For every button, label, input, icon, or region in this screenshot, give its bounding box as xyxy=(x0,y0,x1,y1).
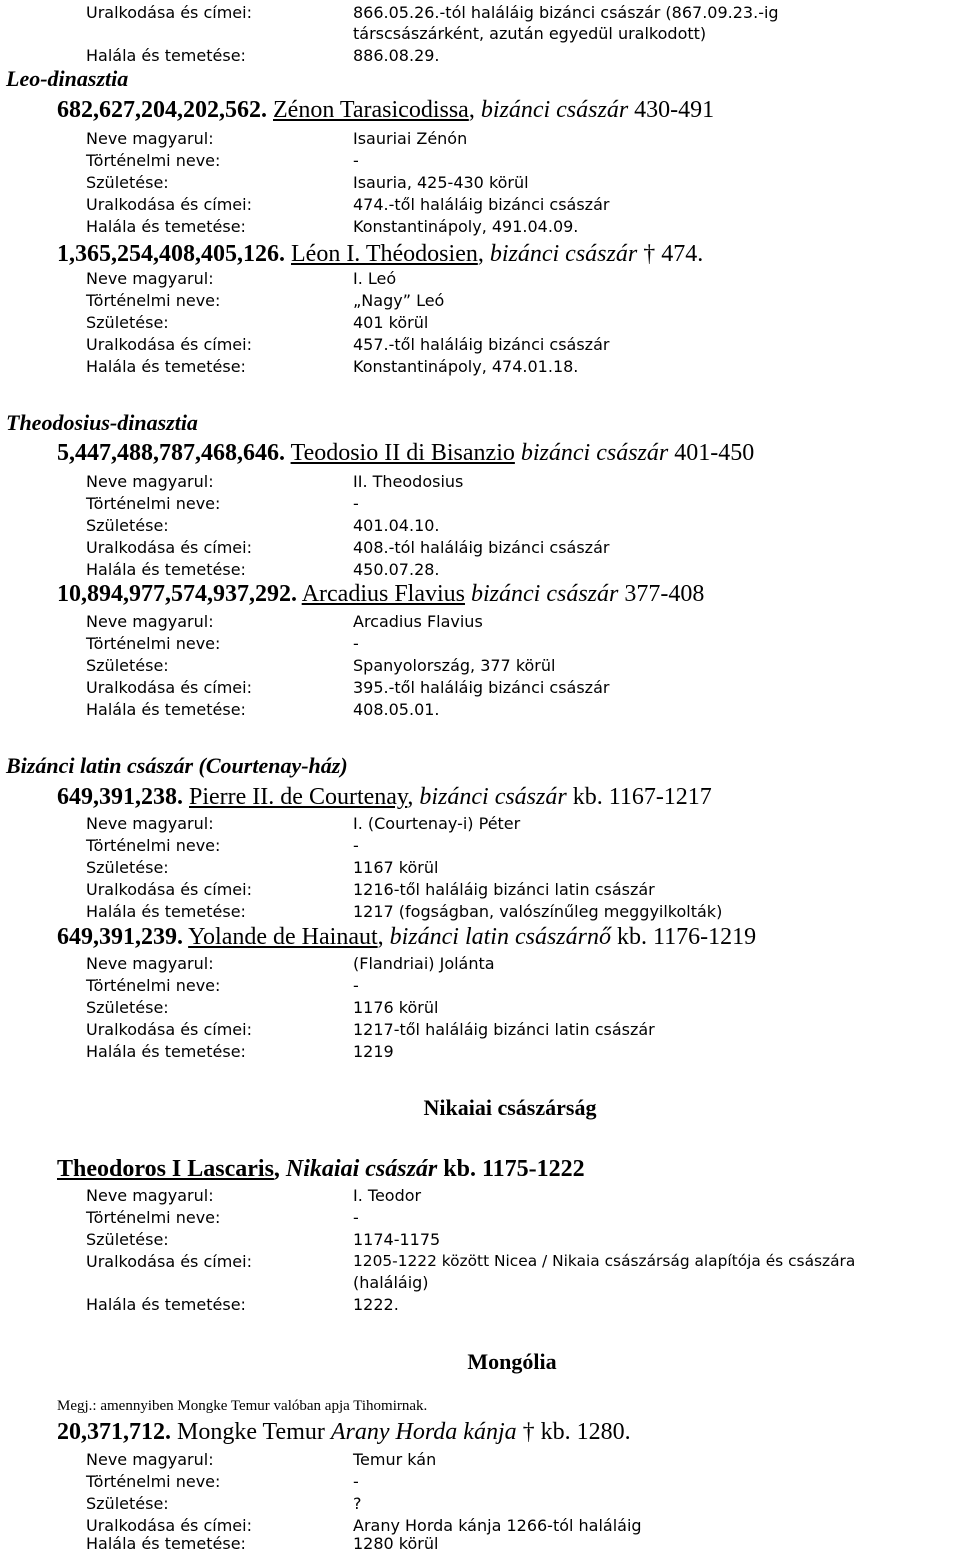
field-value-name: II. Theodosius xyxy=(353,472,464,491)
person-dates: 377-408 xyxy=(624,581,705,607)
field-label-name: Neve magyarul: xyxy=(86,612,214,631)
person-separator: , xyxy=(377,924,384,950)
field-value-reign: 1216-től haláláig bizánci latin császár xyxy=(353,880,655,899)
field-value-hist: - xyxy=(353,1208,359,1227)
field-label-reign: Uralkodása és címei: xyxy=(86,3,252,22)
field-value-hist: - xyxy=(353,634,359,653)
section-heading-theodosius: Theodosius-dinasztia xyxy=(6,410,198,435)
field-value-name: I. Leó xyxy=(353,269,397,288)
person-title: bizánci császár xyxy=(471,581,619,607)
field-value-death: 1219 xyxy=(353,1042,394,1061)
person-heading-theodoros xyxy=(57,1155,585,1183)
field-value-birth: 401 körül xyxy=(353,313,429,332)
field-value-hist: - xyxy=(353,151,359,170)
field-value-name: (Flandriai) Jolánta xyxy=(353,954,495,973)
person-name-link[interactable]: Yolande de Hainaut xyxy=(188,924,378,950)
field-value-reign: 474.-től haláláig bizánci császár xyxy=(353,195,610,214)
field-label-birth: Születése: xyxy=(86,173,169,192)
section-heading-nikaia: Nikaiai császárság xyxy=(423,1095,597,1120)
field-label-birth: Születése: xyxy=(86,998,169,1017)
field-label-name: Neve magyarul: xyxy=(86,269,214,288)
person-name-link[interactable]: Teodosio II di Bisanzio xyxy=(290,440,515,466)
person-number: 649,391,238. xyxy=(57,784,183,810)
person-dates: 430-491 xyxy=(634,97,715,123)
field-value-birth: Spanyolország, 377 körül xyxy=(353,656,556,675)
field-label-birth: Születése: xyxy=(86,1494,169,1513)
person-name-link[interactable]: Pierre II. de Courtenay xyxy=(189,784,408,810)
section-heading-latin: Bizánci latin császár (Courtenay-ház) xyxy=(6,753,348,778)
section-heading-leo: Leo-dinasztia xyxy=(6,66,129,91)
field-value-death: 408.05.01. xyxy=(353,700,440,719)
field-value-name: I. Teodor xyxy=(353,1186,422,1205)
person-heading-zenon xyxy=(57,96,714,124)
field-label-reign: Uralkodása és címei: xyxy=(86,538,252,557)
person-number: 20,371,712. xyxy=(57,1419,171,1445)
footnote: Megj.: amennyiben Mongke Temur valóban apja Tihomirnak. xyxy=(57,1398,428,1414)
field-label-reign: Uralkodása és címei: xyxy=(86,1020,252,1039)
field-value-death: Konstantinápoly, 491.04.09. xyxy=(353,217,579,236)
field-value-name: I. (Courtenay-i) Péter xyxy=(353,814,521,833)
field-value-reign-cont: társcsászárként, azután egyedül uralkodott) xyxy=(353,24,707,43)
field-value-reign: 395.-től haláláig bizánci császár xyxy=(353,678,610,697)
field-value-death: 1222. xyxy=(353,1295,399,1314)
field-label-hist: Történelmi neve: xyxy=(86,1208,221,1227)
field-label-hist: Történelmi neve: xyxy=(86,291,221,310)
person-name: Mongke Temur xyxy=(177,1419,325,1445)
field-label-hist: Történelmi neve: xyxy=(86,1472,221,1491)
field-label-reign: Uralkodása és címei: xyxy=(86,1516,252,1535)
field-value-reign: Arany Horda kánja 1266-tól haláláig xyxy=(353,1516,642,1535)
field-label-hist: Történelmi neve: xyxy=(86,976,221,995)
field-label-name: Neve magyarul: xyxy=(86,814,214,833)
person-name-link[interactable]: Zénon Tarasicodissa xyxy=(273,97,469,123)
field-value-death: Konstantinápoly, 474.01.18. xyxy=(353,357,579,376)
field-label-birth: Születése: xyxy=(86,313,169,332)
field-value-reign: 866.05.26.-tól haláláig bizánci császár (867.09.23.-ig xyxy=(353,3,779,22)
field-value-name: Isauriai Zénón xyxy=(353,129,468,148)
field-label-birth: Születése: xyxy=(86,516,169,535)
person-name-link[interactable]: Theodoros I Lascaris xyxy=(57,1156,274,1182)
field-label-hist: Történelmi neve: xyxy=(86,634,221,653)
field-label-birth: Születése: xyxy=(86,858,169,877)
person-title: bizánci császár xyxy=(489,241,638,267)
field-value-death: 886.08.29. xyxy=(353,46,440,65)
person-name-link[interactable]: Léon I. Théodosien xyxy=(291,241,478,267)
field-label-reign: Uralkodása és címei: xyxy=(86,880,252,899)
person-number: 1,365,254,408,405,126. xyxy=(57,241,285,267)
field-label-name: Neve magyarul: xyxy=(86,1186,214,1205)
field-value-hist: - xyxy=(353,1472,359,1491)
field-label-death: Halála és temetése: xyxy=(86,46,246,65)
field-value-death: 450.07.28. xyxy=(353,560,440,579)
field-label-reign: Uralkodása és címei: xyxy=(86,1252,252,1271)
field-label-death: Halála és temetése: xyxy=(86,1042,246,1061)
field-value-name: Temur kán xyxy=(353,1450,437,1469)
person-title: bizánci császár xyxy=(520,440,669,466)
field-label-death: Halála és temetése: xyxy=(86,902,246,921)
field-value-hist: „Nagy” Leó xyxy=(353,291,445,310)
field-value-birth: 1174-1175 xyxy=(353,1230,441,1249)
person-title: bizánci császár xyxy=(419,784,567,810)
field-label-birth: Születése: xyxy=(86,656,169,675)
field-value-birth: 401.04.10. xyxy=(353,516,440,535)
person-separator: , xyxy=(477,241,484,267)
field-label-hist: Történelmi neve: xyxy=(86,494,221,513)
field-label-birth: Születése: xyxy=(86,1230,169,1249)
field-value-birth: 1167 körül xyxy=(353,858,439,877)
field-label-death: Halála és temetése: xyxy=(86,560,246,579)
field-value-death: 1217 (fogságban, valószínűleg meggyilkolták) xyxy=(353,902,723,921)
person-heading-teodosio xyxy=(57,439,754,467)
person-heading-pierre xyxy=(57,783,712,811)
person-dates: † kb. 1280. xyxy=(522,1419,631,1445)
person-heading-mongke xyxy=(57,1418,631,1446)
person-number: 682,627,204,202,562. xyxy=(57,97,267,123)
field-value-reign: 1217-től haláláig bizánci latin császár xyxy=(353,1020,655,1039)
person-separator: , xyxy=(273,1156,280,1182)
field-label-death: Halála és temetése: xyxy=(86,700,246,719)
field-label-death: Halála és temetése: xyxy=(86,1534,246,1553)
field-label-name: Neve magyarul: xyxy=(86,472,214,491)
person-number: 10,894,977,574,937,292. xyxy=(57,581,297,607)
field-label-reign: Uralkodása és címei: xyxy=(86,335,252,354)
person-title: bizánci latin császárnő xyxy=(389,924,611,950)
person-dates: kb. 1175-1222 xyxy=(443,1156,585,1182)
field-value-reign-cont: (haláláig) xyxy=(353,1273,429,1292)
field-label-reign: Uralkodása és címei: xyxy=(86,678,252,697)
field-value-hist: - xyxy=(353,494,359,513)
field-label-hist: Történelmi neve: xyxy=(86,836,221,855)
field-label-name: Neve magyarul: xyxy=(86,954,214,973)
person-heading-leon xyxy=(57,240,703,268)
field-value-name: Arcadius Flavius xyxy=(353,612,483,631)
person-number: 5,447,488,787,468,646. xyxy=(57,440,285,466)
person-dates: † 474. xyxy=(643,241,704,267)
field-label-name: Neve magyarul: xyxy=(86,129,214,148)
field-value-reign: 457.-től haláláig bizánci császár xyxy=(353,335,610,354)
field-value-reign: 1205-1222 között Nicea / Nikaia császárság alapítója és császára xyxy=(353,1252,856,1270)
field-value-death: 1280 körül xyxy=(353,1534,439,1553)
person-number: 649,391,239. xyxy=(57,924,183,950)
person-dates: kb. 1176-1219 xyxy=(616,924,757,950)
field-value-birth: 1176 körül xyxy=(353,998,439,1017)
person-separator: , xyxy=(468,97,475,123)
field-label-death: Halála és temetése: xyxy=(86,1295,246,1314)
person-title: Nikaiai császár xyxy=(285,1156,438,1182)
person-separator: , xyxy=(407,784,414,810)
field-label-death: Halála és temetése: xyxy=(86,357,246,376)
field-value-birth: Isauria, 425-430 körül xyxy=(353,173,529,192)
person-title: bizánci császár xyxy=(480,97,629,123)
section-heading-mongol: Mongólia xyxy=(467,1349,557,1374)
person-dates: kb. 1167-1217 xyxy=(572,784,712,810)
field-value-reign: 408.-tól haláláig bizánci császár xyxy=(353,538,610,557)
field-label-hist: Történelmi neve: xyxy=(86,151,221,170)
field-label-reign: Uralkodása és címei: xyxy=(86,195,252,214)
person-title: Arany Horda kánja xyxy=(330,1419,517,1445)
field-label-name: Neve magyarul: xyxy=(86,1450,214,1469)
person-heading-arcadius xyxy=(57,580,704,608)
field-value-birth: ? xyxy=(353,1494,362,1513)
person-heading-yolande xyxy=(57,923,756,951)
field-label-death: Halála és temetése: xyxy=(86,217,246,236)
field-value-hist: - xyxy=(353,836,359,855)
person-name-link[interactable]: Arcadius Flavius xyxy=(301,581,465,607)
field-value-hist: - xyxy=(353,976,359,995)
person-dates: 401-450 xyxy=(674,440,755,466)
